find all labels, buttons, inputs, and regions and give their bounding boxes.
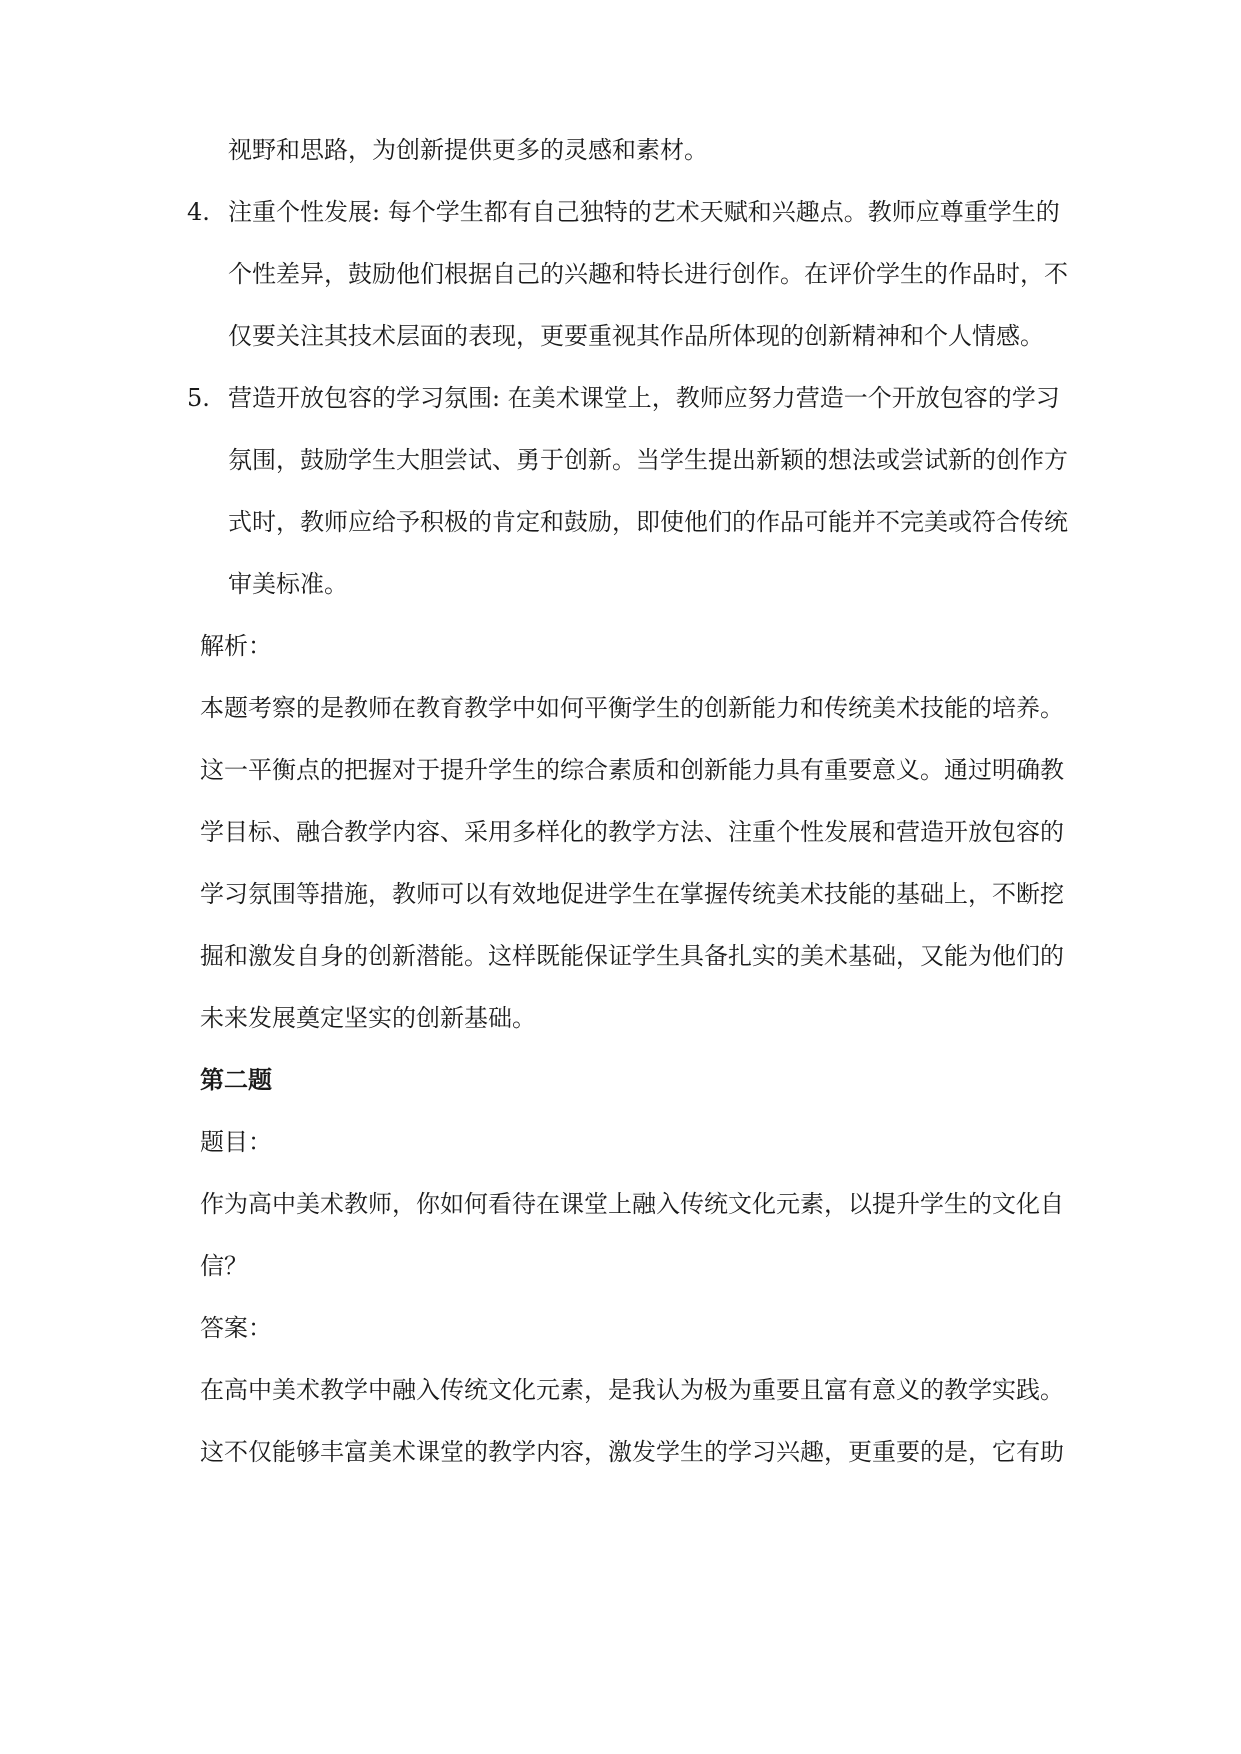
- answer-line: 这不仅能够丰富美术课堂的教学内容，激发学生的学习兴趣，更重要的是，它有助: [200, 1438, 1064, 1466]
- answer-label: 答案：: [200, 1314, 272, 1342]
- list-item-5-line: 营造开放包容的学习氛围: 在美术课堂上，教师应努力营造一个开放包容的学习: [228, 384, 1060, 412]
- list-item-3-tail: 视野和思路，为创新提供更多的灵感和素材。: [228, 136, 708, 164]
- question-line: 信？: [200, 1252, 248, 1280]
- list-item-4-line: 注重个性发展: 每个学生都有自己独特的艺术天赋和兴趣点。教师应尊重学生的: [228, 198, 1060, 226]
- analysis-line: 这一平衡点的把握对于提升学生的综合素质和创新能力具有重要意义。通过明确教: [200, 756, 1064, 784]
- question-label: 题目：: [200, 1128, 272, 1156]
- analysis-line: 学习氛围等措施，教师可以有效地促进学生在掌握传统美术技能的基础上，不断挖: [200, 880, 1064, 908]
- list-item-5-line: 审美标准。: [228, 570, 348, 598]
- list-item-5-line: 式时，教师应给予积极的肯定和鼓励，即使他们的作品可能并不完美或符合传统: [228, 508, 1068, 536]
- list-item-4-line: 仅要关注其技术层面的表现，更要重视其作品所体现的创新精神和个人情感。: [228, 322, 1044, 350]
- list-item-4-line: 个性差异，鼓励他们根据自己的兴趣和特长进行创作。在评价学生的作品时，不: [228, 260, 1068, 288]
- answer-line: 在高中美术教学中融入传统文化元素，是我认为极为重要且富有意义的教学实践。: [200, 1376, 1064, 1404]
- list-item-4-number: 4.: [187, 198, 210, 226]
- question-line: 作为高中美术教师，你如何看待在课堂上融入传统文化元素，以提升学生的文化自: [200, 1190, 1064, 1218]
- analysis-line: 掘和激发自身的创新潜能。这样既能保证学生具备扎实的美术基础，又能为他们的: [200, 942, 1064, 970]
- analysis-line: 学目标、融合教学内容、采用多样化的教学方法、注重个性发展和营造开放包容的: [200, 818, 1064, 846]
- section-heading: 第二题: [200, 1066, 272, 1094]
- list-item-5-number: 5.: [187, 384, 210, 412]
- analysis-label: 解析：: [200, 632, 272, 660]
- analysis-line: 本题考察的是教师在教育教学中如何平衡学生的创新能力和传统美术技能的培养。: [200, 694, 1064, 722]
- list-item-5-line: 氛围，鼓励学生大胆尝试、勇于创新。当学生提出新颖的想法或尝试新的创作方: [228, 446, 1068, 474]
- analysis-line: 未来发展奠定坚实的创新基础。: [200, 1004, 536, 1032]
